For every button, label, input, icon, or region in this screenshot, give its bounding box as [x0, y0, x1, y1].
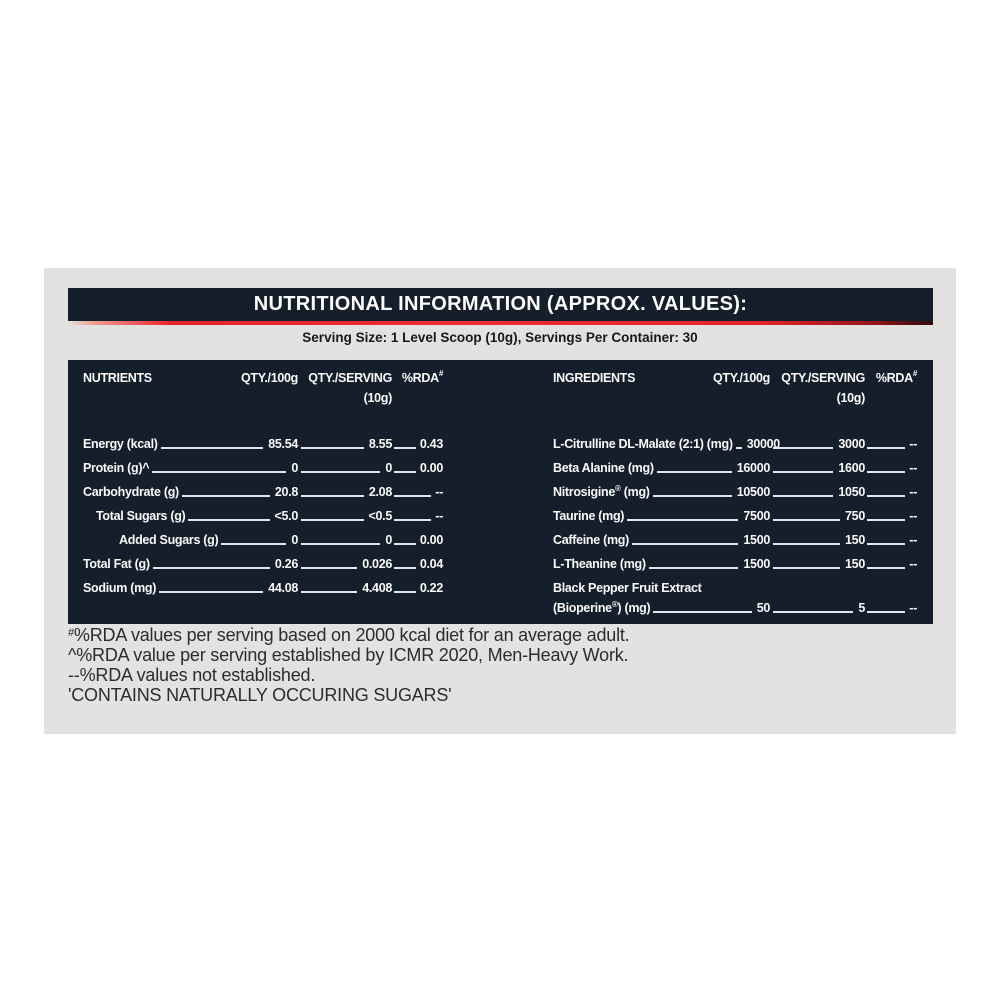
- leader-line: [188, 519, 269, 521]
- leader-line: [657, 471, 732, 473]
- leader-line: [867, 495, 905, 497]
- label-panel: [44, 268, 956, 734]
- rda-value: 0.22: [419, 581, 443, 595]
- footnote-marker: #: [68, 627, 74, 639]
- table-row: [553, 434, 917, 454]
- qty-100g-value: 0.26: [274, 557, 298, 571]
- footnotes: [68, 625, 928, 705]
- page-title: NUTRITIONAL INFORMATION (APPROX. VALUES):: [253, 293, 748, 315]
- qty-serving-value: 150: [845, 557, 865, 571]
- qty-100g-value: 10500: [736, 485, 770, 499]
- leader-line: [773, 543, 840, 545]
- leader-line: [627, 519, 738, 521]
- footnote: --%RDA values not established.: [68, 665, 316, 685]
- table-row: [553, 482, 917, 502]
- rda-value: 0.00: [419, 533, 443, 547]
- qty-serving-value: 750: [845, 509, 865, 523]
- row-label: Sodium (mg): [83, 581, 157, 595]
- ingredients-heading: INGREDIENTS: [553, 371, 636, 385]
- rda-value: --: [435, 509, 443, 523]
- leader-line: [394, 495, 431, 497]
- col-qty100-header: QTY./100g: [712, 371, 770, 385]
- row-label: L-Citrulline DL-Malate (2:1) (mg): [553, 437, 733, 451]
- qty-serving-value: 2.08: [368, 485, 392, 499]
- registered-trademark-symbol: ®: [614, 484, 621, 493]
- qty-serving-value: 3000: [838, 437, 865, 451]
- leader-line: [394, 447, 416, 449]
- leader-line: [301, 447, 364, 449]
- col-qty100-header: QTY./100g: [240, 371, 298, 385]
- leader-line: [773, 519, 840, 521]
- leader-line: [773, 495, 833, 497]
- rda-value: --: [909, 461, 917, 475]
- qty-serving-value: 4.408: [362, 581, 392, 595]
- rda-value: 0.00: [419, 461, 443, 475]
- leader-line: [867, 447, 905, 449]
- rda-value: --: [909, 437, 917, 451]
- red-accent-line: [68, 321, 933, 325]
- table-row: [83, 530, 443, 550]
- leader-line: [867, 611, 905, 613]
- nutrients-heading: NUTRIENTS: [83, 371, 152, 385]
- leader-line: [649, 567, 739, 569]
- table-row: [83, 458, 443, 478]
- leader-line: [867, 519, 905, 521]
- rda-value: 0.43: [419, 437, 443, 451]
- leader-line: [394, 567, 416, 569]
- table-row: [553, 506, 917, 526]
- nutrients-table: [83, 368, 443, 624]
- row-label: Beta Alanine (mg): [553, 461, 654, 475]
- leader-line: [152, 471, 286, 473]
- qty-100g-value: 20.8: [274, 485, 298, 499]
- rda-value: --: [909, 485, 917, 499]
- leader-line: [773, 611, 853, 613]
- qty-serving-value: 1600: [838, 461, 865, 475]
- col-rda-header: %RDA#: [401, 369, 443, 385]
- leader-line: [773, 471, 833, 473]
- table-row: [83, 482, 443, 502]
- row-label: L-Theanine (mg): [553, 557, 646, 571]
- qty-100g-value: 30000: [746, 437, 780, 451]
- row-label: Taurine (mg): [553, 509, 625, 523]
- table-row: [553, 598, 917, 618]
- leader-line: [301, 519, 364, 521]
- leader-line: [153, 567, 270, 569]
- footnote: #%RDA values per serving based on 2000 kcal diet for an average adult.: [68, 625, 630, 645]
- ingredients-header-subrow: [553, 388, 917, 408]
- leader-line: [182, 495, 270, 497]
- leader-line: [653, 495, 732, 497]
- rda-value: --: [909, 509, 917, 523]
- qty-100g-value: 1500: [743, 533, 770, 547]
- col-serving-header: QTY./SERVING: [308, 371, 392, 385]
- leader-line: [301, 567, 357, 569]
- row-label: Carbohydrate (g): [83, 485, 179, 499]
- ingredients-table: [553, 368, 917, 624]
- footnote: 'CONTAINS NATURALLY OCCURING SUGARS': [68, 685, 452, 705]
- table-row: [553, 554, 917, 574]
- row-label: (Bioperine®) (mg): [553, 600, 651, 615]
- leader-line: [221, 543, 286, 545]
- ingredients-header-row: [553, 368, 917, 388]
- leader-line: [867, 567, 905, 569]
- qty-100g-value: 7500: [743, 509, 770, 523]
- rda-value: 0.04: [419, 557, 443, 571]
- col-rda-header: %RDA#: [875, 369, 917, 385]
- table-row: [83, 434, 443, 454]
- qty-serving-value: 150: [845, 533, 865, 547]
- leader-line: [773, 567, 840, 569]
- row-label: Total Fat (g): [83, 557, 150, 571]
- row-label: Caffeine (mg): [553, 533, 629, 547]
- leader-line: [653, 611, 751, 613]
- col-serving-header: QTY./SERVING: [781, 371, 865, 385]
- leader-line: [159, 591, 263, 593]
- leader-line: [301, 543, 380, 545]
- qty-100g-value: 44.08: [268, 581, 298, 595]
- qty-serving-value: 1050: [838, 485, 865, 499]
- row-label: Total Sugars (g): [96, 509, 186, 523]
- leader-line: [301, 495, 364, 497]
- nutrients-header-subrow: [83, 388, 443, 408]
- leader-line: [301, 591, 357, 593]
- row-label: Added Sugars (g): [119, 533, 219, 547]
- rda-value: --: [435, 485, 443, 499]
- serving-info: Serving Size: 1 Level Scoop (10g), Servings Per Container: 30: [302, 330, 698, 345]
- ingredients-rows: [553, 434, 917, 618]
- table-row: [553, 458, 917, 478]
- qty-serving-value: 0.026: [362, 557, 392, 571]
- qty-serving-value: 0: [385, 461, 392, 475]
- header-bar: [68, 288, 933, 321]
- col-serving-sub-header: (10g): [836, 391, 865, 405]
- qty-100g-value: <5.0: [274, 509, 298, 523]
- qty-serving-value: <0.5: [368, 509, 392, 523]
- qty-100g-value: 0: [291, 533, 298, 547]
- rda-value: --: [909, 557, 917, 571]
- leader-line: [867, 471, 905, 473]
- row-label: Energy (kcal): [83, 437, 158, 451]
- registered-trademark-symbol: ®: [611, 600, 618, 609]
- qty-100g-value: 16000: [736, 461, 770, 475]
- leader-line: [394, 471, 416, 473]
- leader-line: [161, 447, 264, 449]
- leader-line: [867, 543, 905, 545]
- col-serving-sub-header: (10g): [363, 391, 392, 405]
- table-row: [83, 554, 443, 574]
- footnote: ^%RDA value per serving established by ICMR 2020, Men-Heavy Work.: [68, 645, 629, 665]
- qty-100g-value: 85.54: [268, 437, 298, 451]
- rda-value: --: [909, 601, 917, 615]
- leader-line: [632, 543, 738, 545]
- nutrients-rows: [83, 434, 443, 598]
- qty-100g-value: 50: [756, 601, 770, 615]
- table-row: [553, 530, 917, 550]
- qty-100g-value: 1500: [743, 557, 770, 571]
- leader-line: [301, 471, 380, 473]
- row-label: Nitrosigine® (mg): [553, 484, 650, 499]
- table-row: [83, 506, 443, 526]
- leader-line: [736, 447, 742, 449]
- nutrition-table-panel: [68, 360, 933, 624]
- qty-serving-value: 8.55: [368, 437, 392, 451]
- nutrients-header-row: [83, 368, 443, 388]
- leader-line: [394, 591, 416, 593]
- qty-serving-value: 5: [858, 601, 865, 615]
- qty-serving-value: 0: [385, 533, 392, 547]
- leader-line: [394, 519, 431, 521]
- table-row: [83, 578, 443, 598]
- row-label: Protein (g)^: [83, 461, 150, 475]
- qty-100g-value: 0: [291, 461, 298, 475]
- rda-value: --: [909, 533, 917, 547]
- leader-line: [773, 447, 833, 449]
- leader-line: [394, 543, 416, 545]
- row-label-line1: Black Pepper Fruit Extract: [553, 581, 702, 595]
